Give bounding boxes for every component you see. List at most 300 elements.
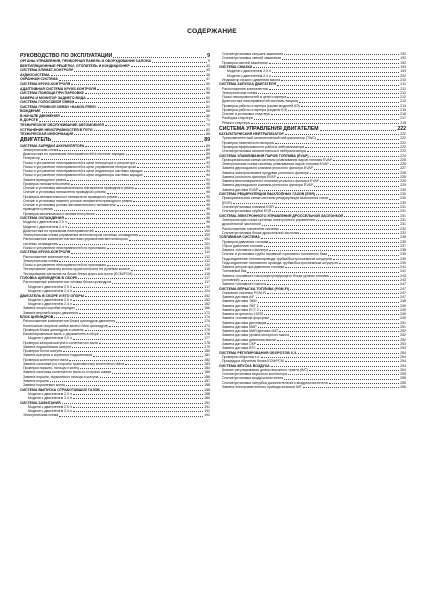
toc-entry-title: СИСТЕМА ВПУСКА ВОЗДУХА: [219, 363, 270, 368]
toc-entry-title: Электрическая схема: [23, 258, 59, 263]
dot-leader: [129, 240, 204, 241]
toc-entry-page: 253: [400, 341, 406, 346]
toc-entry-page: 238: [400, 248, 406, 253]
dot-leader: [264, 246, 399, 247]
dot-leader: [113, 57, 206, 58]
toc-entry-title: СИСТЕМА РЕЦИРКУЛЯЦИИ ВЫХЛОПНЫХ ГАЗОВ (EGR): [219, 192, 316, 197]
dot-leader: [105, 125, 205, 126]
dot-leader: [260, 310, 399, 311]
dot-leader: [52, 141, 203, 142]
toc-entry-title: СИСТЕМА ЗАРЯДКИ АККУМУЛЯТОРА: [20, 143, 85, 148]
toc-entry-title: УСТРАНЕНИЕ НЕИСПРАВНОСТЕЙ В ПУТИ: [20, 127, 93, 132]
toc-entry-title: Поиск неисправностей в цепи стартера: [222, 95, 287, 100]
toc-entry-title: Проверка тяжелености выпуска: [222, 140, 274, 145]
toc-entry-title: Электрическая схема системы улавливания паров топлива EVAP: [222, 162, 329, 167]
dot-leader: [261, 238, 399, 239]
toc-entry-title: Модели с двигателем 2,4 л: [28, 302, 72, 307]
dot-leader: [272, 76, 399, 77]
dot-leader: [80, 368, 203, 369]
toc-entry-page: 193: [400, 69, 406, 74]
toc-entry-title: Расположение компонентов системы управления вентилятором: [23, 237, 128, 242]
toc-entry-title: Подсоединение топливопровода трубки/быстросъемным штуцером: [222, 256, 333, 261]
dot-leader: [63, 351, 203, 352]
toc-entry-page: 211: [400, 82, 406, 87]
toc-entry-title: Замена вторичного НО25: [222, 312, 264, 317]
toc-entry-page: 166: [204, 306, 210, 311]
toc-entry-title: Принципиальная схема системы улавливания паров топлива EVAP: [222, 157, 333, 162]
toc-entry-title: (основной): [222, 277, 240, 282]
toc-entry-page: 218: [400, 120, 406, 125]
toc-entry-page: 191: [204, 404, 210, 409]
dot-leader: [70, 257, 204, 258]
toc-entry-page: 191: [204, 409, 210, 414]
toc-entry-page: 216: [400, 112, 406, 117]
dot-leader: [320, 181, 399, 182]
toc-entry-page: 178: [204, 340, 210, 345]
dot-leader: [328, 255, 399, 256]
toc-entry-title: Замена поршня, поршневого пальца и шатуна: [23, 374, 99, 379]
toc-entry-page: 93: [206, 164, 210, 169]
toc-entry-title: Проверка зазоров шатуна и коленчатого вала: [23, 340, 98, 345]
toc-entry-title: ОРГАНЫ УПРАВЛЕНИЯ, ПРИБОРНАЯ ПАНЕЛЬ И ОБОРУДОВАНИЕ САЛОНА: [20, 59, 152, 64]
toc-entry-page: 95: [206, 203, 210, 208]
dot-leader: [59, 80, 205, 81]
dot-leader: [288, 110, 399, 111]
toc-entry-title: Замена датчика EVAP: [222, 187, 259, 192]
page-title: СОДЕРЖАНИЕ: [187, 28, 237, 35]
toc-entry-page: 228: [400, 170, 406, 175]
dot-leader: [96, 214, 205, 215]
toc-entry-title: Снятие/установка каталитического нейтрализатора: [222, 149, 306, 154]
toc-entry-page: 252: [400, 333, 406, 338]
toc-entry-page: 231: [400, 204, 406, 209]
toc-entry-title: Индикатор низкого давления масла: [222, 77, 281, 82]
toc-entry-title: СИСТЕМА КЛИМАТ-КОНТРОЛЯ: [20, 68, 74, 73]
dot-leader: [54, 210, 205, 211]
toc-entry-page: 89: [204, 137, 210, 144]
toc-entry-page: 124: [204, 288, 210, 293]
toc-entry-page: 187: [204, 378, 210, 383]
toc-entry-title: Снятие и установка автоматического натяжителя приводного ремня: [23, 186, 134, 191]
toc-entry-title: Электрическая схема: [23, 413, 59, 418]
dot-leader: [131, 66, 205, 67]
toc-entry-page: 179: [204, 344, 210, 349]
toc-entry-title: дроссельной заслонкой: [222, 222, 261, 227]
toc-entry-title: ДВИГАТЕЛЬ: [20, 137, 52, 144]
toc-entry-title: Проверка автоматического натяжителя приводного ремня: [23, 194, 118, 199]
toc-entry-title: ТЕХНИЧЕСКОЕ ОБСЛУЖИВАНИЕ АВТОМОБИЛЯ: [20, 122, 104, 127]
dot-leader: [125, 364, 203, 365]
toc-entry-title: Поиск и устранение неисправностей в цепи индикатора системы зарядки: [23, 173, 143, 178]
dot-leader: [269, 89, 400, 90]
toc-entry-page: 214: [400, 103, 406, 108]
toc-entry-page: 176: [204, 332, 210, 337]
toc-entry-page: 73: [206, 122, 210, 127]
toc-entry-page: 241: [400, 269, 406, 274]
dot-leader: [320, 130, 397, 131]
toc-entry-title: Замена двухходового клапана угольного фильтра EVAP: [222, 183, 313, 188]
dot-leader: [316, 220, 399, 221]
toc-entry-title: КАМЕРА И МОНИТОР ЗАДНЕГО ВИДА: [20, 95, 86, 100]
dot-leader: [98, 107, 205, 108]
toc-entry-title: Замена двухходового клапана угольного фильтра EVAP: [222, 166, 313, 171]
toc-entry-page: 217: [400, 116, 406, 121]
toc-entry-title: Замена топливного фильтра: [222, 248, 269, 253]
dot-leader: [285, 361, 399, 362]
toc-entry-page: 222: [400, 144, 406, 149]
toc-entry-page: 247: [400, 295, 406, 300]
dot-leader: [73, 304, 203, 305]
toc-entry-title: ДВИГАТЕЛЬ В СБОРЕ И ЕГО ОПОРЫ: [20, 293, 85, 298]
toc-entry-page: 191: [204, 400, 210, 405]
toc-entry-page: 82: [206, 127, 210, 132]
toc-entry-title: Замена вентиляционного клапана угольного фильтра EVAP: [222, 179, 320, 184]
dot-leader: [269, 250, 399, 251]
toc-entry-title: РУКОВОДСТВО ПО ЭКСПЛУАТАЦИИ: [20, 53, 113, 59]
dot-leader: [73, 287, 203, 288]
toc-entry-page: 192: [400, 60, 406, 65]
toc-entry-page: 183: [204, 361, 210, 366]
toc-entry-title: Снятие/установка трубки EGR: [222, 209, 272, 214]
toc-entry-page: 231: [400, 218, 406, 223]
dot-leader: [76, 309, 203, 310]
dot-leader: [256, 297, 400, 298]
dot-leader: [269, 63, 400, 64]
dot-leader: [126, 154, 205, 155]
dot-leader: [66, 385, 203, 386]
toc-entry-page: 95: [206, 194, 210, 199]
toc-entry-page: 223: [400, 149, 406, 154]
toc-entry-page: 177: [204, 336, 210, 341]
dot-leader: [67, 180, 205, 181]
dot-leader: [97, 89, 205, 90]
toc-entry-title: СИСТЕМА КРУИЗ-КОНТРОЛЯ: [20, 82, 71, 87]
dot-leader: [330, 164, 399, 165]
toc-entry-title: СИСТЕМА ГРОМКОЙ СВЯЗИ «HANDS-FREE»: [20, 104, 97, 109]
dot-leader: [75, 102, 205, 103]
dot-leader: [272, 72, 399, 73]
dot-leader: [277, 85, 399, 86]
toc-entry-page: 237: [400, 243, 406, 248]
dot-leader: [69, 360, 203, 361]
toc-entry-page: 93: [206, 160, 210, 165]
toc-entry-title: Снятие/установка клапана EGR: [222, 204, 274, 209]
toc-entry-page: 96: [206, 220, 210, 225]
dot-leader: [288, 374, 399, 375]
toc-entry-title: Модели с двигателем 2,4 л: [28, 396, 72, 401]
dot-leader: [107, 193, 206, 194]
toc-entry-title: Проверка свечей зажигания: [222, 60, 268, 65]
toc-entry-page: 231: [400, 213, 406, 218]
dot-leader: [73, 411, 203, 412]
toc-entry-page: 255: [400, 380, 406, 385]
toc-entry-page: 222: [400, 132, 406, 137]
toc-entry-page: 174: [204, 319, 210, 324]
toc-entry-title: Снятие/установка блока дроссельной заслонки: [222, 230, 300, 235]
dot-leader: [68, 227, 205, 228]
toc-entry-title: Замена датчика МАР: [222, 324, 257, 329]
toc-entry-title: Диагностика по признакам неисправностей в системе зарядки: [23, 152, 125, 157]
dot-leader: [267, 293, 399, 294]
toc-entry-title: Замена шатунов и коренных подшипников: [23, 353, 93, 358]
dot-leader: [285, 267, 399, 268]
toc-entry-title: Проверка механического натяжителя ремня: [23, 211, 95, 216]
toc-entry-page: 47: [206, 77, 210, 82]
dot-leader: [85, 296, 203, 297]
dot-leader: [305, 147, 399, 148]
toc-entry-page: 88: [206, 132, 210, 137]
toc-entry-page: 224: [400, 153, 406, 158]
toc-entry-page: 231: [400, 222, 406, 227]
toc-entry-title: Сброс давления топлива: [222, 243, 263, 248]
toc-entry-page: 95: [206, 190, 210, 195]
toc-entry-page: 95: [206, 181, 210, 186]
dot-leader: [309, 370, 399, 371]
dot-leader: [267, 323, 399, 324]
toc-entry-title: (EGR): [222, 200, 232, 205]
toc-entry-title: Расположение компонентов: [222, 86, 268, 91]
toc-entry-title: Снятие и установка ролика автоматического натяжителя: [23, 203, 116, 208]
toc-entry-title: СИСТЕМА ЗАПУСКА ДВИГАТЕЛЯ: [219, 82, 276, 87]
dot-leader: [61, 116, 205, 117]
toc-entry-page: 94: [206, 173, 210, 178]
dot-leader: [93, 356, 203, 357]
toc-entry-title: Подсоединение топливного провода трубки/быстросъемным штуцером: [222, 260, 339, 265]
toc-entry-title: Электрическая схема системы электронного управления: [222, 218, 315, 223]
dot-leader: [247, 272, 399, 273]
toc-entry-title: Поиск и устранение неисправностей в цепи генератора и регулятора: [23, 160, 136, 165]
toc-entry-page: 256: [400, 384, 406, 389]
toc-entry-title: Замена датчика уровня моторного масла: [222, 333, 290, 338]
dot-leader: [85, 146, 205, 147]
dot-leader: [270, 319, 399, 320]
dot-leader: [112, 283, 203, 284]
toc-entry-page: 249: [400, 303, 406, 308]
toc-entry-page: 227: [400, 166, 406, 171]
toc-entry-title: ТЕХНИЧЕСКАЯ ИНФОРМАЦИЯ: [20, 132, 74, 137]
toc-entry-page: 253: [400, 346, 406, 351]
toc-entry-title: СИСТЕМА ГОЛОСОВОЙ СВЯЗИ: [20, 100, 75, 105]
toc-entry-page: 239: [400, 256, 406, 261]
toc-entry-title: Замена электромагнитного привода клапана IMT: [222, 384, 302, 389]
toc-entry-page: 182: [204, 357, 210, 362]
toc-entry-page: 222: [400, 136, 406, 141]
dot-leader: [272, 211, 399, 212]
dot-leader: [134, 274, 204, 275]
toc-entry-title: Замена датчика детонации: [222, 320, 267, 325]
dot-leader: [41, 159, 205, 160]
dot-leader: [301, 106, 399, 107]
toc-entry-title: Замена сальника коленчатого вала со стороны шкива: [23, 370, 111, 375]
dot-leader: [68, 223, 205, 224]
dot-leader: [137, 167, 205, 168]
dot-leader: [152, 62, 207, 63]
toc-entry-title: Замена датчика ВТС: [222, 346, 256, 351]
toc-entry-page: 247: [400, 282, 406, 287]
toc-entry-page: 50: [206, 82, 210, 87]
toc-entry-title: Замена датчика МАР/датчика ИАТ: [222, 329, 279, 334]
toc-entry: [219, 121, 406, 125]
toc-entry-page: 114: [204, 263, 210, 268]
dot-leader: [279, 331, 399, 332]
toc-entry-title: КАТАЛИТИЧЕСКИЙ НЕЙТРАЛИЗАТОР: [219, 132, 284, 137]
toc-entry-page: 95: [206, 198, 210, 203]
dot-leader: [275, 207, 399, 208]
toc-entry-page: 243: [400, 277, 406, 282]
dot-leader: [281, 80, 399, 81]
dot-leader: [284, 379, 399, 380]
toc-entry-page: 56: [206, 91, 210, 96]
toc-column-right: [219, 52, 406, 389]
toc-entry-title: ВЕНТИЛЯЦИОННЫЕ РЕШЕТКИ, ОТОПИТЕЛЬ И КОНДИЦИОНЕР: [20, 63, 130, 68]
toc-entry-page: 62: [206, 104, 210, 109]
toc-entry-title: Процедура обучения блока ЕСМ/РСМ: [222, 359, 284, 364]
toc-entry: [219, 126, 406, 132]
dot-leader: [316, 194, 399, 195]
dot-leader: [107, 248, 204, 249]
toc-entry-title: Поиск и устранение неисправностей в цепи управления генератором: [23, 164, 136, 169]
dot-leader: [73, 291, 203, 292]
dot-leader: [269, 242, 399, 243]
toc-entry-title: Коленчатые опорные шейки вала и блок цилиндров: [23, 323, 108, 328]
toc-entry-title: Замена топливного насоса: [222, 282, 266, 287]
toc-entry-page: 229: [400, 179, 406, 184]
dot-leader: [307, 151, 399, 152]
dot-leader: [314, 169, 399, 170]
dot-leader: [299, 102, 399, 103]
toc-entry-page: 188: [204, 387, 210, 392]
toc-entry-title: Модели с двигателем 2,0 л: [28, 284, 72, 289]
toc-entry-title: СИСТЕМА ОХЛАЖДЕНИЯ: [20, 216, 64, 221]
toc-entry-title: АУДИОСИСТЕМА: [20, 72, 50, 77]
toc-entry-title: Расположение элементов системы: [222, 226, 279, 231]
toc-entry-title: АДАПТИВНАЯ СИСТЕМА КРУИЗ-КОНТРОЛЯ: [20, 86, 97, 91]
dot-leader: [100, 334, 203, 335]
dot-leader: [73, 339, 203, 340]
toc-entry-page: 251: [400, 324, 406, 329]
toc-entry-title: Снятие/установка патрубка дополнительного воздухоочистителя: [222, 380, 328, 385]
dot-leader: [39, 121, 205, 122]
toc-entry-page: 226: [400, 162, 406, 167]
toc-entry-page: 211: [400, 86, 406, 91]
dot-leader: [144, 176, 206, 177]
dot-leader: [118, 197, 205, 198]
dot-leader: [73, 300, 203, 301]
toc-entry-page: 188: [204, 391, 210, 396]
toc-entry-page: 228: [400, 174, 406, 179]
toc-entry-page: 240: [400, 260, 406, 265]
dot-leader: [254, 119, 400, 120]
toc-entry-page: 98: [206, 224, 210, 229]
dot-leader: [290, 336, 399, 337]
toc-entry-title: Замена датчика ЕСТ 2: [222, 307, 259, 312]
dot-leader: [99, 343, 203, 344]
toc-entry-title: СИСТЕМА СМАЗКИ: [219, 65, 253, 70]
dot-leader: [73, 398, 203, 399]
dot-leader: [85, 330, 204, 331]
dot-leader: [59, 416, 203, 417]
toc-entry-title: Замена опоры коробки передач: [23, 306, 75, 311]
toc-entry-title: ВОЖДЕНИЕ: [20, 109, 41, 114]
toc-entry: [20, 53, 210, 59]
toc-entry-page: 230: [400, 196, 406, 201]
toc-entry-page: 229: [400, 183, 406, 188]
dot-leader: [95, 231, 204, 232]
toc-entry-page: 172: [204, 310, 210, 315]
toc-entry-title: Снятие и установка нижнего ролика натяжителя приводного ремня: [23, 198, 133, 203]
toc-entry-title: Замена топливного насоса/регулирующего блока уровня топлива: [222, 273, 329, 278]
toc-entry-page: 101: [204, 237, 210, 242]
toc-entry-page: 71: [206, 118, 210, 123]
toc-entry-title: Топливный бак: [222, 269, 247, 274]
toc-entry-page: 100: [204, 233, 210, 238]
toc-entry-title: системы охлаждения: [23, 241, 58, 246]
dot-leader: [85, 93, 205, 94]
dot-leader: [74, 71, 205, 72]
dot-leader: [298, 353, 399, 354]
toc-entry-title: ОХРАННАЯ СИСТЕМА: [20, 77, 58, 82]
toc-entry-page: 66: [206, 113, 210, 118]
toc-entry-title: СИСТЕМА ПОМОЩИ ПРИ ПАРКОВКЕ: [20, 91, 84, 96]
dot-leader: [71, 184, 205, 185]
toc-entry-title: Модели с двигателем 2,0 л: [23, 220, 67, 225]
toc-entry-page: 112: [204, 254, 210, 259]
toc-entry-page: 185: [204, 370, 210, 375]
toc-entry-page: 254: [400, 363, 406, 368]
dot-leader: [54, 317, 203, 318]
toc-entry-title: В НАЧАЛЕ ДВИЖЕНИЯ: [20, 113, 60, 118]
toc-entry-title: Принципиальная схема системы рециркуляции выхлопных газов: [222, 196, 328, 201]
dot-leader: [339, 263, 399, 264]
toc-entry-title: Модели с двигателем 2,0 л: [28, 404, 72, 409]
toc-entry-page: 213: [400, 99, 406, 104]
dot-leader: [330, 276, 399, 277]
toc-entry-title: Замена датчика ЭКМ: [222, 299, 257, 304]
toc-entry-page: 193: [400, 65, 406, 70]
toc-entry: [219, 385, 406, 389]
toc-entry-title: Клапан регулирования длины впускного тракта (IMT): [222, 367, 309, 372]
toc-entry-page: 243: [400, 273, 406, 278]
dot-leader: [116, 322, 203, 323]
toc-entry-page: 46: [206, 72, 210, 77]
toc-entry-page: 248: [400, 299, 406, 304]
toc-entry-title: Разборка стартера: [222, 116, 253, 121]
toc-entry-page: 222: [397, 125, 406, 132]
dot-leader: [282, 59, 399, 60]
dot-leader: [290, 289, 399, 290]
toc-entry-title: Проверка блока цилиндров и ремень: [23, 327, 84, 332]
toc-entry-title: Проверка болта шатуна: [23, 349, 62, 354]
toc-column-left: [20, 52, 210, 418]
dot-leader: [310, 156, 400, 157]
dot-leader: [258, 93, 399, 94]
toc-entry-page: 254: [400, 367, 406, 372]
toc-entry-page: 230: [400, 192, 406, 197]
toc-entry-page: 247: [400, 286, 406, 291]
toc-entry-title: Электрическая схема: [23, 147, 59, 152]
dot-leader: [73, 407, 203, 408]
toc-entry-title: СИСТЕМА ВПРЫСКА ТОПЛИВА (PGM-FI): [219, 286, 290, 291]
toc-entry-title: Электрическая схема: [222, 90, 258, 95]
dot-leader: [251, 123, 400, 124]
toc-entry-page: 42: [206, 63, 210, 68]
toc-entry-page: 95: [206, 211, 210, 216]
toc-entry-title: Проверка работы стартера (модели КЭ): [222, 107, 288, 112]
dot-leader: [131, 270, 204, 271]
toc-entry-title: СИСТЕМА ЭЛЕКТРОННОГО УПРАВЛЕНИЯ ДРОССЕЛЬНОЙ ЗАСЛОНКОЙ: [219, 213, 344, 218]
toc-entry-title: Поиск и устранение неисправностей по признакам: [23, 245, 106, 250]
toc-entry-page: 232: [400, 226, 406, 231]
